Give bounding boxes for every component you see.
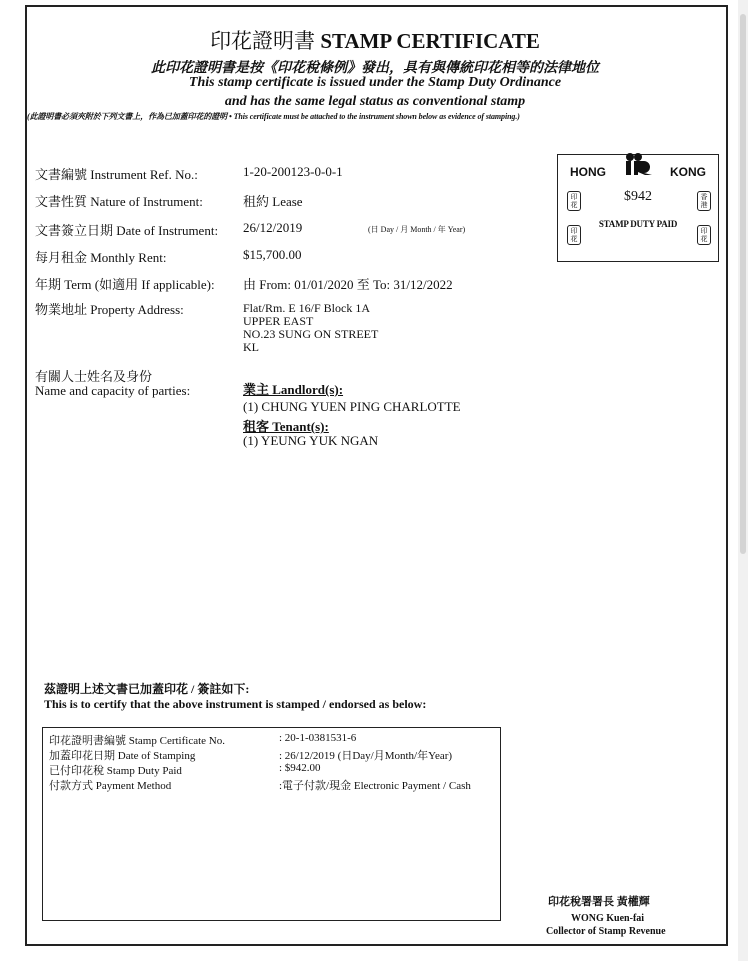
address-line: UPPER EAST bbox=[243, 314, 314, 328]
page-title bbox=[0, 25, 750, 55]
address-line: Flat/Rm. E 16/F Block 1A bbox=[243, 301, 371, 315]
field-label-rent: 每月租金 Monthly Rent: bbox=[35, 250, 167, 265]
parties-label bbox=[35, 370, 190, 398]
stamp-side-left: 印花 bbox=[567, 191, 581, 211]
stamp-amount: $942 bbox=[624, 189, 652, 204]
detail-label: 已付印花稅 Stamp Duty Paid bbox=[49, 765, 182, 777]
detail-label: 印花證明書編號 Stamp Certificate No. bbox=[49, 735, 225, 747]
attachment-note-zh: (此證明書必須夾附於下列文書上，作為已加蓋印花的證明 • bbox=[27, 112, 232, 121]
tenant-heading: 租客 Tenant(s): bbox=[243, 419, 329, 434]
stamp-paid-text: STAMP DUTY PAID bbox=[598, 219, 678, 229]
collector-name: WONG Kuen-fai bbox=[571, 913, 645, 924]
field-value-rent: $15,700.00 bbox=[243, 247, 302, 262]
stamp-duty-seal bbox=[557, 154, 719, 262]
certify-en: This is to certify that the above instrument is stamped / endorsed as below: bbox=[44, 697, 427, 711]
stamp-hong-text: HONG bbox=[570, 165, 606, 179]
title-en: STAMP CERTIFICATE bbox=[320, 29, 540, 53]
parties-label-zh: 有關人士姓名及身份 bbox=[35, 369, 153, 384]
field-value-date: 26/12/2019 bbox=[243, 220, 303, 235]
stamp-kong-text: KONG bbox=[670, 165, 706, 179]
collector-title-zh: 印花稅署署長 黃權輝 bbox=[548, 896, 650, 908]
property-address bbox=[243, 302, 378, 354]
header-line-en-2: and has the same legal status as conventional stamp bbox=[224, 94, 526, 109]
field-label-nature: 文書性質 Nature of Instrument: bbox=[35, 194, 203, 209]
detail-label: 加蓋印花日期 Date of Stamping bbox=[49, 750, 196, 762]
stamp-side-right: 香港 bbox=[697, 191, 711, 211]
tenant-name: (1) YEUNG YUK NGAN bbox=[243, 433, 379, 448]
field-value-term: 由 From: 01/01/2020 至 To: 31/12/2022 bbox=[243, 277, 453, 292]
stamp-side-right-bottom: 印花 bbox=[697, 225, 711, 245]
field-label-ref: 文書編號 Instrument Ref. No.: bbox=[35, 167, 198, 182]
address-line: KL bbox=[243, 340, 259, 354]
landlord-heading: 業主 Landlord(s): bbox=[243, 382, 344, 397]
attachment-note bbox=[27, 111, 727, 122]
header-line-zh: 此印花證明書是按《印花稅條例》發出，具有與傳統印花相等的法律地位 bbox=[151, 61, 599, 76]
header-line-en-1: This stamp certificate is issued under the Stamp Duty Ordinance bbox=[188, 75, 562, 90]
detail-value: : $942.00 bbox=[279, 762, 321, 774]
detail-value: :電子付款/現金 Electronic Payment / Cash bbox=[279, 780, 471, 792]
date-format-hint: (日 Day / 月 Month / 年 Year) bbox=[368, 225, 466, 234]
stamp-side-left-bottom: 印花 bbox=[567, 225, 581, 245]
collector-title-en: Collector of Stamp Revenue bbox=[546, 926, 666, 937]
landlord-name: (1) CHUNG YUEN PING CHARLOTTE bbox=[243, 399, 461, 414]
detail-value: : 26/12/2019 (日Day/月Month/年Year) bbox=[279, 750, 453, 762]
stamping-details-box bbox=[42, 727, 501, 921]
attachment-note-en: This certificate must be attached to the instrument shown below as evidence of stamping.) bbox=[233, 112, 520, 121]
address-line: NO.23 SUNG ON STREET bbox=[243, 327, 379, 341]
field-label-term: 年期 Term (如適用 If applicable): bbox=[35, 277, 215, 292]
field-value-ref: 1-20-200123-0-0-1 bbox=[243, 164, 343, 179]
property-label: 物業地址 Property Address: bbox=[35, 302, 184, 317]
title-zh: 印花證明書 bbox=[210, 29, 316, 53]
certify-zh: 茲證明上述文書已加蓋印花 / 簽註如下: bbox=[44, 682, 250, 696]
detail-label: 付款方式 Payment Method bbox=[49, 780, 172, 792]
hk-logo-icon bbox=[620, 151, 660, 177]
parties-label-en: Name and capacity of parties: bbox=[35, 383, 191, 398]
field-label-date: 文書簽立日期 Date of Instrument: bbox=[35, 223, 219, 238]
field-value-nature: 租約 Lease bbox=[243, 194, 303, 209]
detail-value: : 20-1-0381531-6 bbox=[279, 732, 357, 744]
